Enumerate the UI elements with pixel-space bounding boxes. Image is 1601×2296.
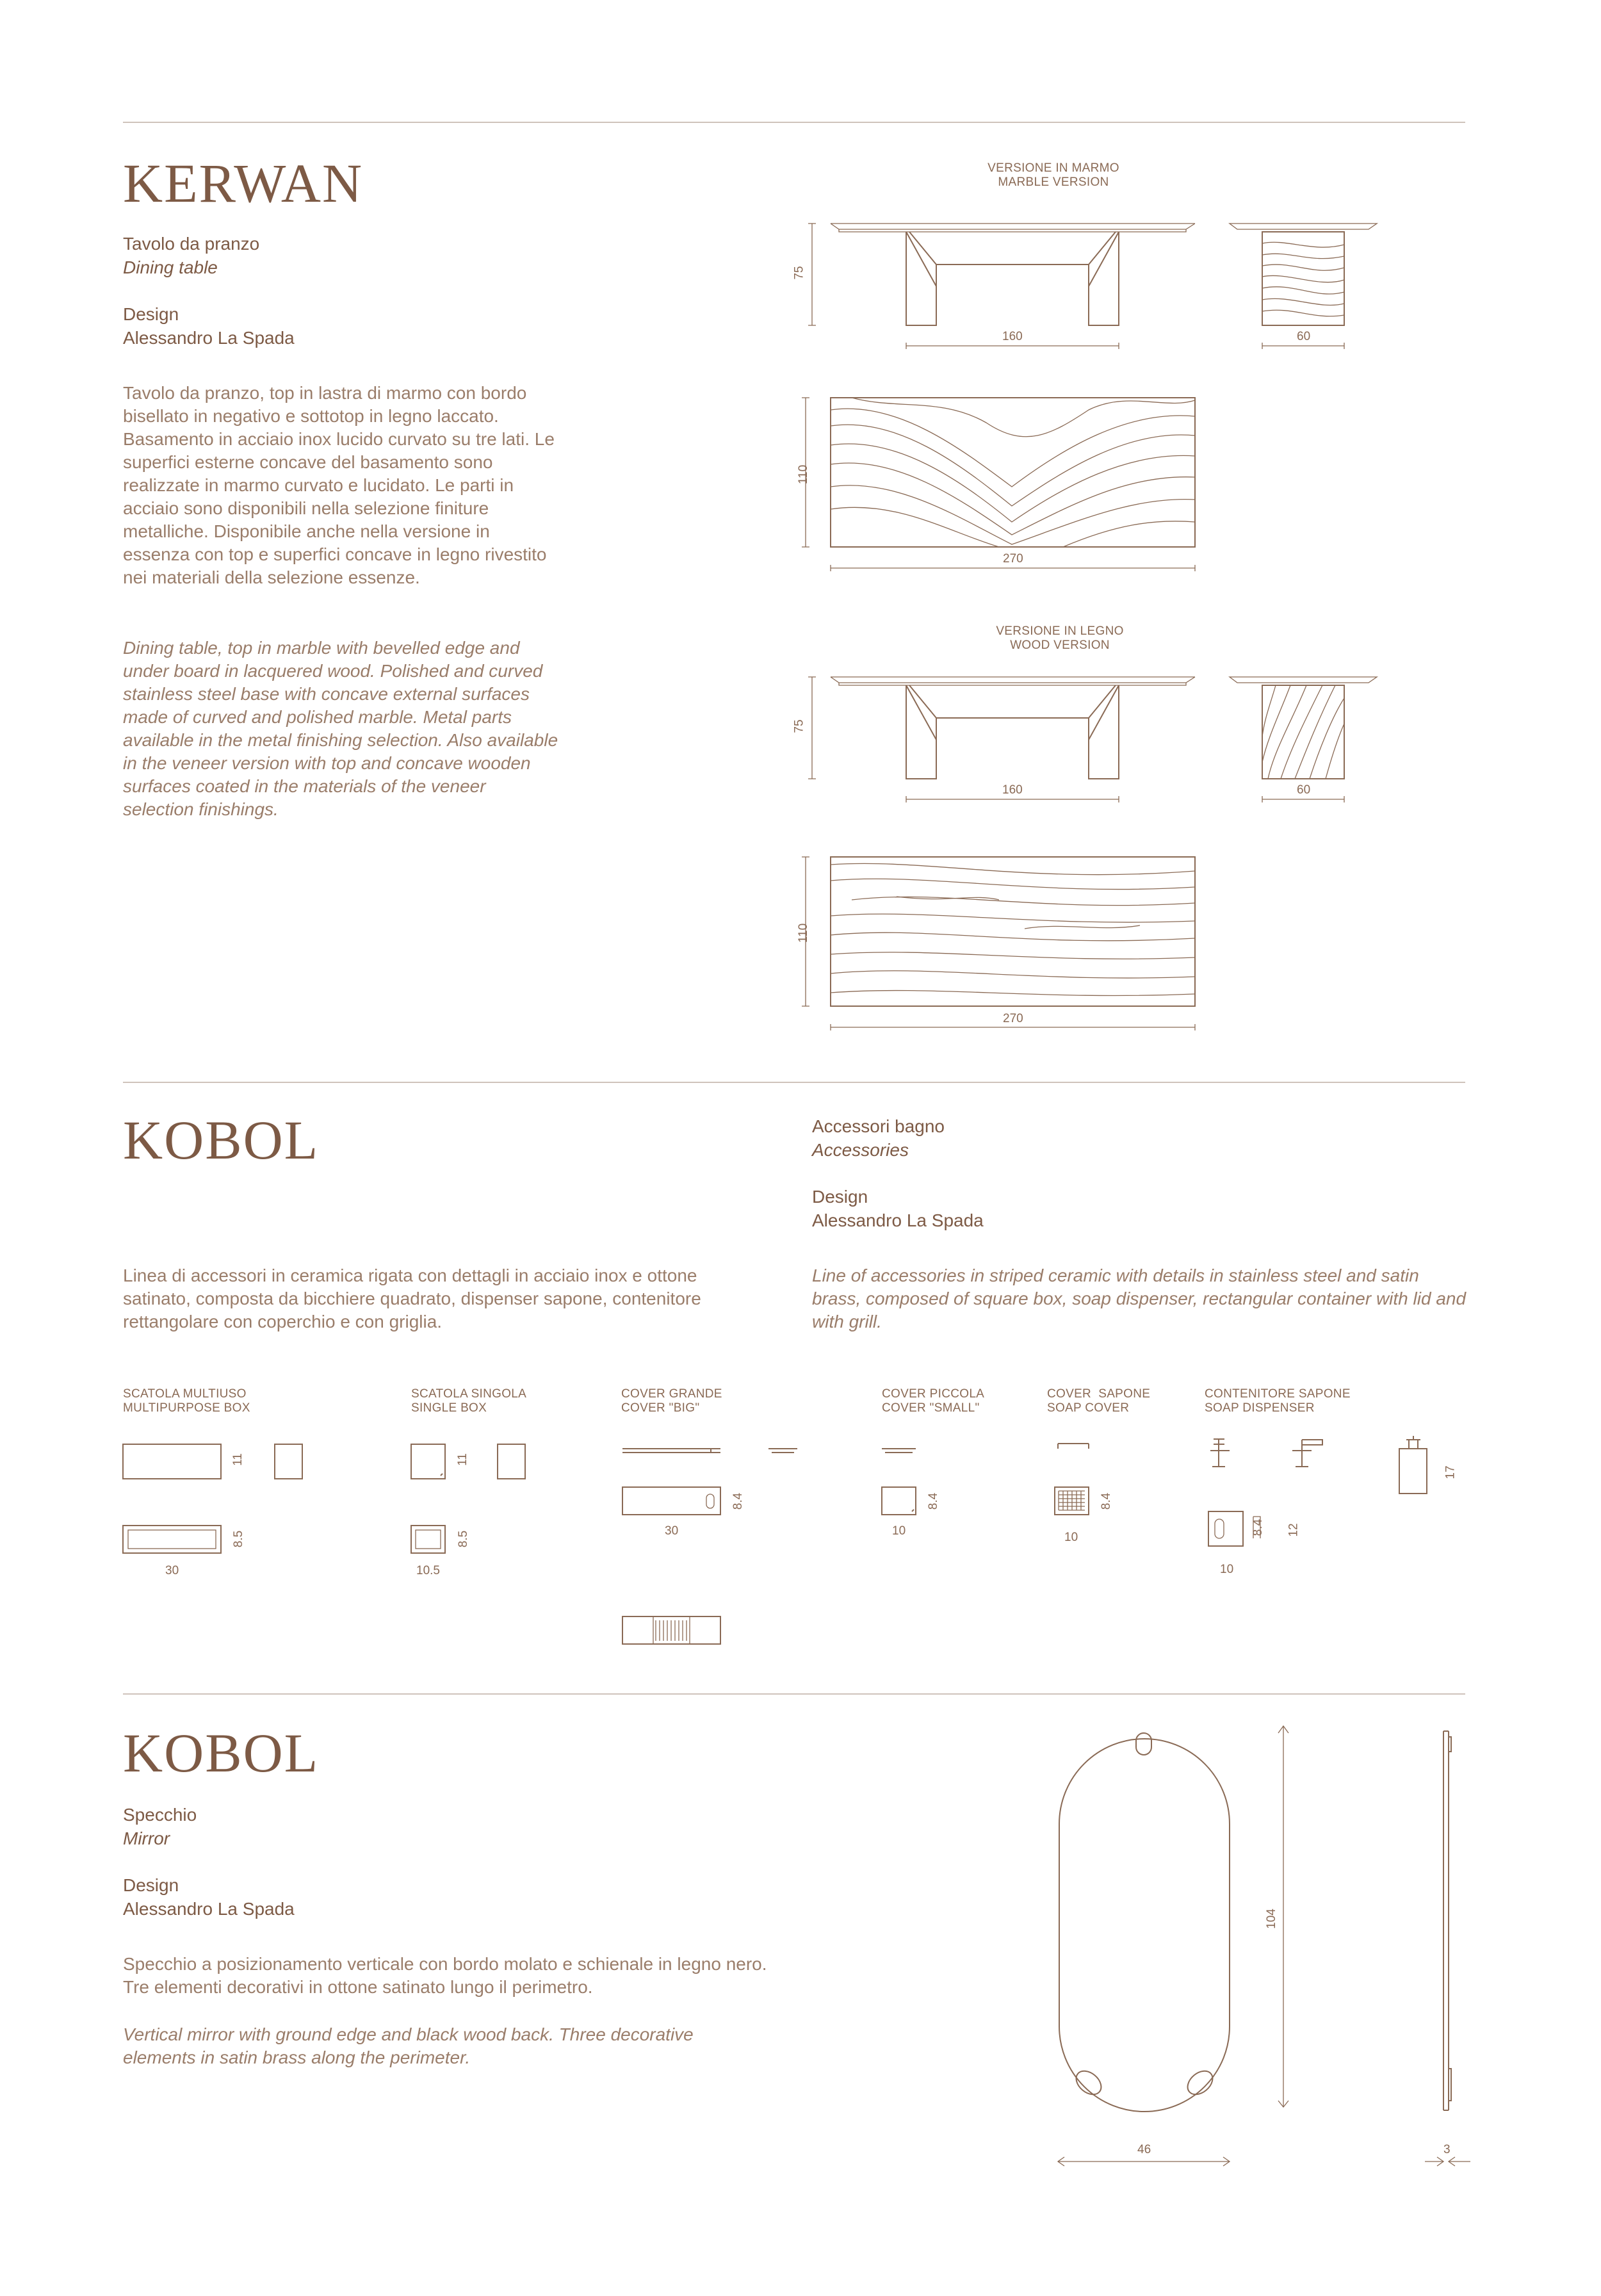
item-single-caption: SCATOLA SINGOLA SINGLE BOX (411, 1387, 527, 1415)
wood-height: 75 (792, 719, 806, 733)
single-length: 10.5 (416, 1564, 440, 1577)
mirror-side-elevation (1425, 1731, 1470, 2166)
wood-top-length: 270 (1003, 1012, 1023, 1025)
kobol-acc-desc-it: Linea di accessori in ceramica rigata con dettagli in acciaio inox e ottone satinato, composta da bicchiere quadrato, dispenser sapone, contenitore rettangolare con coperchio e con griglia. (123, 1266, 701, 1331)
wood-caption: VERSIONE IN LEGNO WOOD VERSION (996, 624, 1124, 652)
cover-big-depth: 8.4 (731, 1492, 745, 1510)
marble-height: 75 (792, 266, 806, 280)
multipurpose-height: 11 (231, 1453, 245, 1466)
multipurpose-length: 30 (165, 1564, 179, 1577)
marble-caption: VERSIONE IN MARMO MARBLE VERSION (987, 161, 1119, 189)
kerwan-type-it: Tavolo da pranzo (123, 234, 260, 254)
kobol-mirror-type-it: Specchio (123, 1805, 197, 1825)
marble-top-width: 110 (797, 464, 811, 485)
kerwan-desc-en: Dining table, top in marble with bevelled edge and under board in lacquered wood. Polished and curved stainless steel base with concave external surfaces made of curved and polished marble. Metal parts available in the metal finishing selection. Also available in the veneer version with top and concave wooden surfaces coated in the materials of the veneer selection finishings. (123, 638, 558, 819)
kerwan-design-label: Design (123, 304, 179, 324)
kerwan-type-en: Dining table (123, 257, 218, 277)
kobol-mirror-designer: Alessandro La Spada (123, 1899, 295, 1919)
kobol-acc-type-it: Accessori bagno (812, 1116, 945, 1136)
wood-top-width: 110 (797, 923, 811, 943)
mirror-width: 46 (1137, 2143, 1151, 2156)
cover-small-depth: 8.4 (927, 1492, 941, 1510)
single-depth: 8.5 (457, 1530, 471, 1548)
dispenser-height-17: 17 (1443, 1465, 1458, 1479)
item-soap-dispenser-caption: CONTENITORE SAPONE SOAP DISPENSER (1205, 1387, 1351, 1415)
soap-cover-length: 10 (1064, 1531, 1078, 1544)
kobol-acc-designer: Alessandro La Spada (812, 1210, 984, 1230)
multipurpose-depth: 8.5 (232, 1530, 246, 1548)
kobol-mirror-design-label: Design (123, 1875, 179, 1895)
kobol-acc-type-en: Accessories (812, 1140, 909, 1160)
kerwan-desc-it: Tavolo da pranzo, top in lastra di marmo con bordo bisellato in negativo e sottotop in legno laccato. Basamento in acciaio inox lucido curvato su tre lati. Le superfici esterne concave del basamento sono realizzate in marmo curvato e lucidato. Le parti in acciaio sono disponibili nella selezione finiture metalliche. Disponibile anche nella versione in essenza con top e superfici concave in legno rivestito nei materiali della selezione essenze. (123, 383, 555, 587)
mirror-depth: 3 (1443, 2143, 1451, 2156)
cover-big-length: 30 (665, 1524, 679, 1538)
dispenser-depth: 8.4 (1251, 1518, 1265, 1536)
single-height: 11 (455, 1453, 469, 1466)
marble-base-length: 160 (1002, 330, 1023, 343)
item-cover-big-caption: COVER GRANDE COVER "BIG" (621, 1387, 722, 1415)
wood-side-depth: 60 (1297, 783, 1311, 797)
mirror-front-elevation (1058, 1726, 1288, 2166)
kerwan-title: KERWAN (123, 152, 364, 214)
kobol-mirror-type-en: Mirror (123, 1828, 170, 1848)
item-soap-cover-caption: COVER SAPONE SOAP COVER (1047, 1387, 1151, 1415)
marble-top-length: 270 (1003, 552, 1023, 566)
item-multipurpose-caption: SCATOLA MULTIUSO MULTIPURPOSE BOX (123, 1387, 250, 1415)
kerwan-designer: Alessandro La Spada (123, 328, 295, 348)
marble-side-depth: 60 (1297, 330, 1311, 343)
item-cover-small-caption: COVER PICCOLA COVER "SMALL" (882, 1387, 985, 1415)
mirror-height: 104 (1264, 1909, 1278, 1929)
kobol-acc-desc-en: Line of accessories in striped ceramic with details in stainless steel and satin brass, composed of square box, soap dispenser, rectangular container with lid and with grill. (812, 1266, 1467, 1331)
kobol-mirror-title: KOBOL (123, 1722, 320, 1784)
wood-base-length: 160 (1002, 783, 1023, 797)
kobol-mirror-desc-en: Vertical mirror with ground edge and black wood back. Three decorative elements in satin brass along the perimeter. (123, 2024, 694, 2067)
kobol-acc-title: KOBOL (123, 1109, 320, 1171)
cover-small-length: 10 (892, 1524, 906, 1538)
dispenser-height-12: 12 (1287, 1523, 1301, 1537)
kobol-mirror-desc-it: Specchio a posizionamento verticale con bordo molato e schienale in legno nero. Tre elementi decorativi in ottone satinato lungo il perimetro. (123, 1954, 767, 1997)
kobol-acc-design-label: Design (812, 1187, 868, 1207)
soap-cover-depth: 8.4 (1100, 1492, 1114, 1510)
dispenser-length: 10 (1220, 1563, 1234, 1576)
